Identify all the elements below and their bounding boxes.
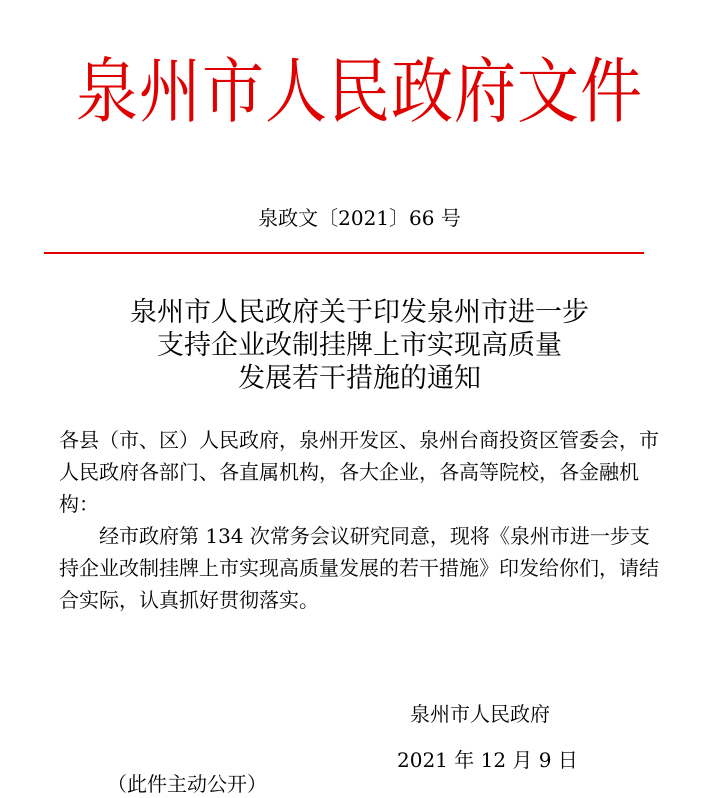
document-number: 泉政文〔2021〕66 号 [258,206,461,230]
red-divider-line [44,252,644,254]
title-line-3: 发展若干措施的通知 [238,363,481,394]
notice-title [0,296,719,395]
addressee-paragraph: 各县（市、区）人民政府，泉州开发区、泉州台商投资区管委会，市人民政府各部门、各直属机构，各大企业，各高等院校，各金融机构： [59,428,659,516]
notice-body [59,424,665,616]
disclosure-note: （此件主动公开） [107,772,267,796]
title-line-2: 支持企业改制挂牌上市实现高质量 [157,330,562,361]
masthead-title: 泉州市人民政府文件 [75,49,643,134]
title-line-1: 泉州市人民政府关于印发泉州市进一步 [130,297,589,328]
content-paragraph: 经市政府第 134 次常务会议研究同意，现将《泉州市进一步支持企业改制挂牌上市实现高质量发展的若干措施》印发给你们，请结合实际，认真抓好贯彻落实。 [59,524,659,612]
issue-date: 2021 年 12 月 9 日 [397,748,578,772]
issuing-authority: 泉州市人民政府 [410,702,550,726]
